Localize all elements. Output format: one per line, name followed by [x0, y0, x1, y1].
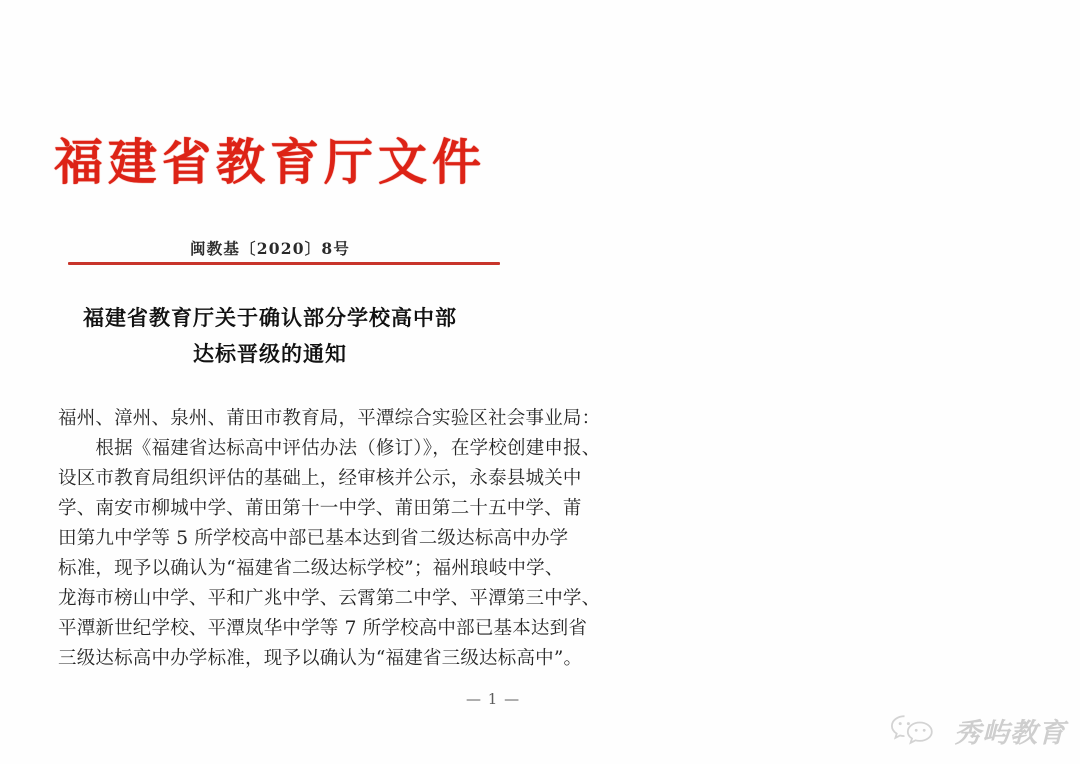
body-line: 平潭新世纪学校、平潭岚华中学等 7 所学校高中部已基本达到省 — [58, 618, 588, 639]
page-title-line-2: 达标晋级的通知 — [193, 341, 347, 366]
body-line: 福州、漳州、泉州、莆田市教育局，平潭综合实验区社会事业局： — [58, 408, 601, 429]
body-line: 根据《福建省达标高中评估办法（修订）》，在学校创建申报、 — [58, 438, 601, 459]
document-number: 闽教基〔2020〕8号 — [189, 239, 351, 258]
page-title — [40, 300, 500, 372]
body-line: 田第九中学等 5 所学校高中部已基本达到省二级达标高中办学 — [58, 528, 569, 549]
body-line: 三级达标高中办学标准，现予以确认为“福建省三级达标高中”。 — [58, 648, 583, 669]
masthead-title: 福建省教育厅文件 — [53, 133, 486, 191]
body-line: 设区市教育局组织评估的基础上，经审核并公示，永泰县城关中 — [58, 468, 582, 489]
body-line: 标准，现予以确认为“福建省二级达标学校”；福州琅岐中学、 — [58, 558, 564, 579]
masthead — [0, 133, 540, 191]
body-line: 学、南安市柳城中学、莆田第十一中学、莆田第二十五中学、莆 — [58, 498, 582, 519]
watermark — [889, 711, 1066, 750]
page-number-left: — 1 — — [466, 690, 521, 708]
body-line: 龙海市榜山中学、平和广兆中学、云霄第二中学、平潭第三中学、 — [58, 588, 601, 609]
document-page-right — [540, 0, 1080, 764]
masthead-red-rule — [68, 262, 500, 265]
watermark-label: 秀屿教育 — [954, 718, 1066, 749]
wechat-bubbles-icon — [889, 712, 945, 750]
body-text-left — [58, 404, 601, 674]
page-title-line-1: 福建省教育厅关于确认部分学校高中部 — [83, 305, 457, 330]
